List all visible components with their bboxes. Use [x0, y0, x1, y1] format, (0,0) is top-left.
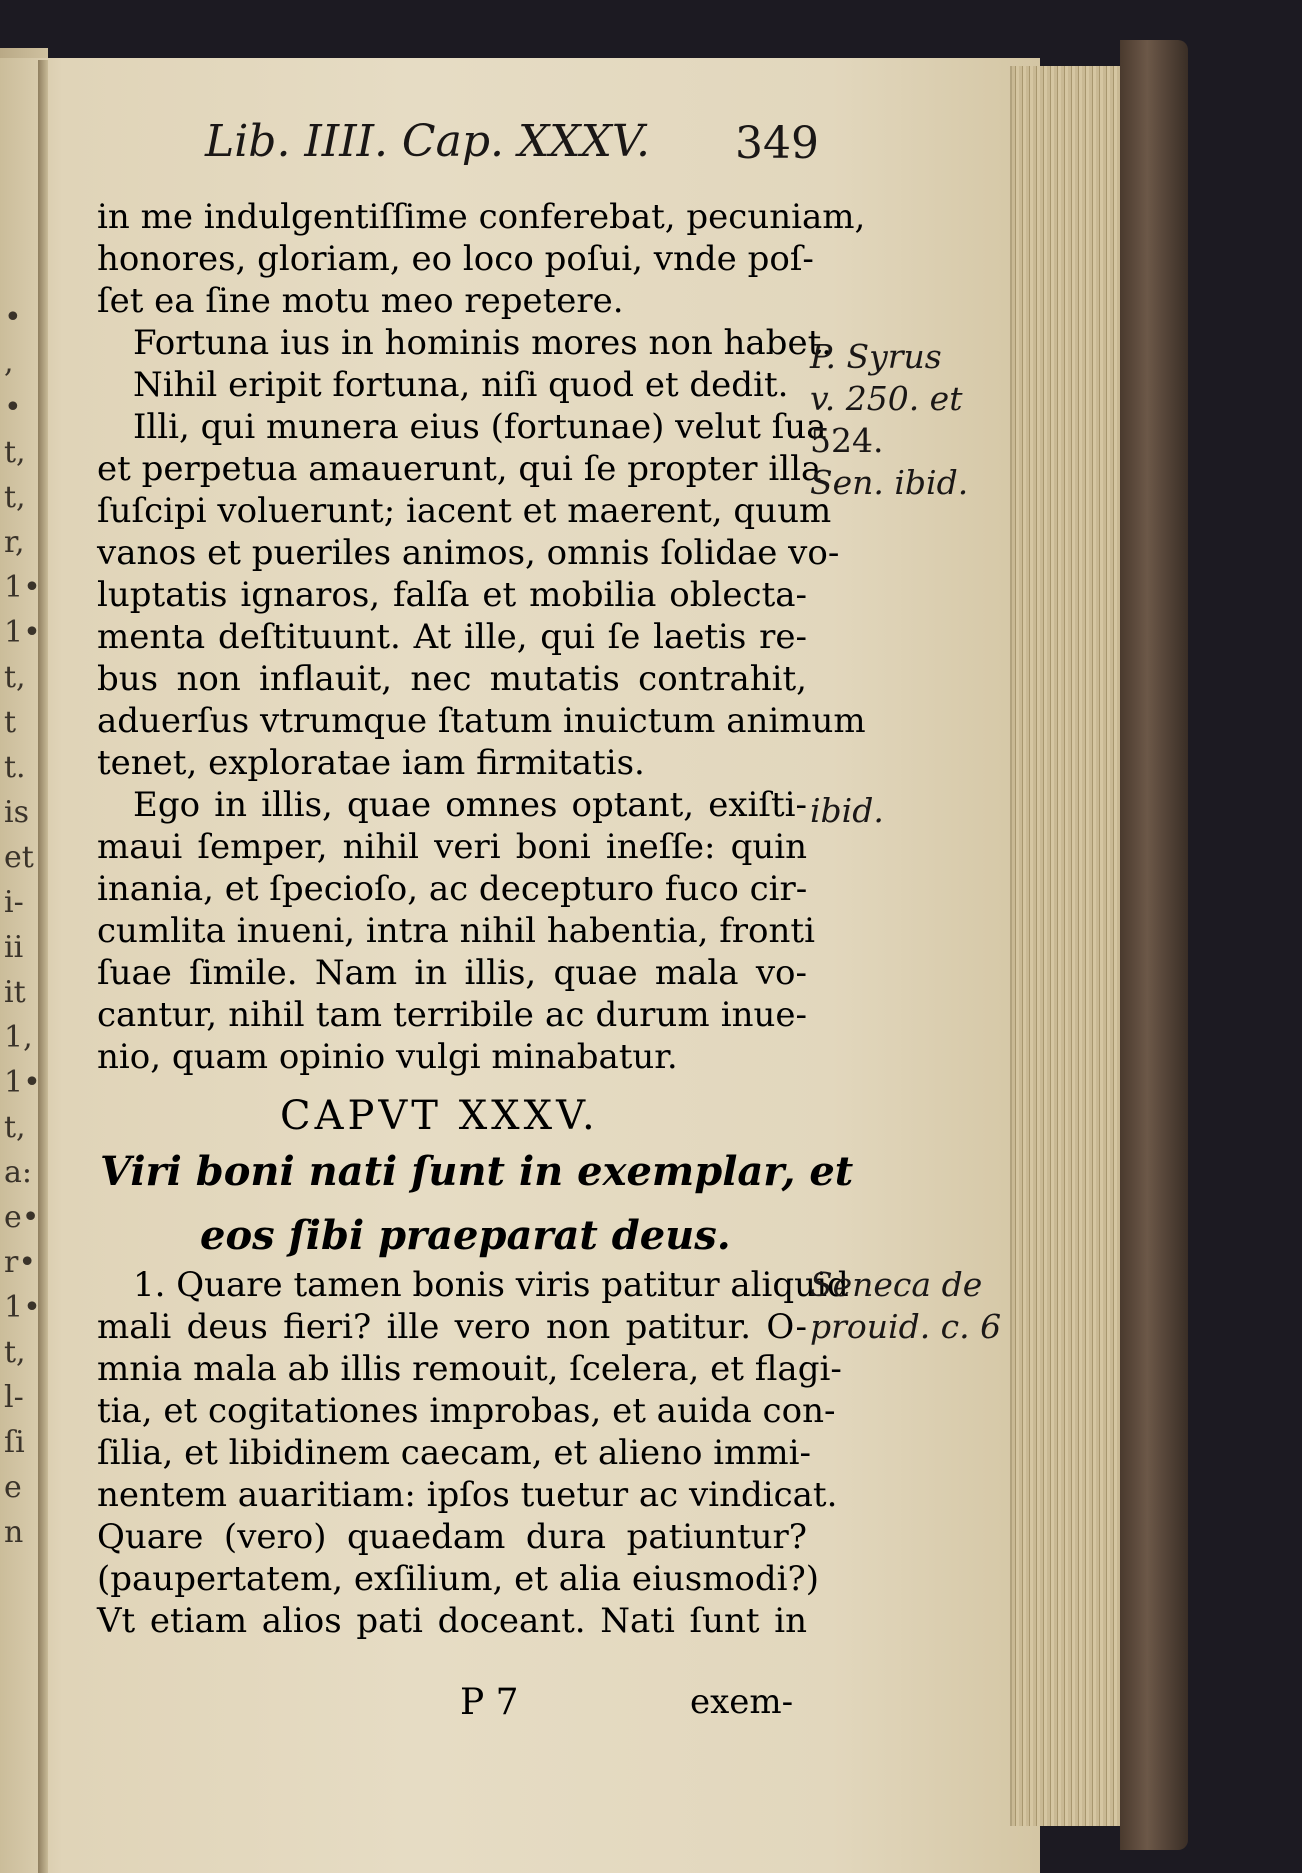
text-line: 1. Quare tamen bonis viris patitur aliquid	[133, 1265, 849, 1305]
page-number: 349	[735, 118, 819, 169]
text-line: luptatis ignaros, falſa et mobilia oblecta-	[97, 575, 807, 615]
marginal-note-seneca-de: Seneca de	[810, 1265, 983, 1304]
page-block-edge	[1010, 66, 1132, 1826]
prev-page-fragment: t,	[4, 1110, 26, 1145]
text-line: cantur, nihil tam terribile ac durum inue-	[97, 995, 807, 1035]
text-line: Fortuna ius in hominis mores non habet.	[133, 323, 833, 363]
catchword: exem-	[690, 1682, 794, 1722]
text-line: ſuae ſimile. Nam in illis, quae mala vo-	[97, 953, 807, 993]
text-line: tia, et cogitationes improbas, et auida con-	[97, 1391, 836, 1431]
text-line: Quare (vero) quaedam dura patiuntur?	[97, 1517, 807, 1557]
text-line: mnia mala ab illis remouit, ſcelera, et flagi-	[97, 1349, 842, 1389]
prev-page-fragment: a:	[4, 1155, 32, 1190]
text-line: honores, gloriam, eo loco poſui, vnde poſ-	[97, 239, 814, 279]
prev-page-fragment: t,	[4, 660, 26, 695]
text-line: inania, et ſpecioſo, ac decepturo fuco cir-	[97, 869, 808, 909]
text-line: ſilia, et libidinem caecam, et alieno immi-	[97, 1433, 811, 1473]
prev-page-fragment: r,	[4, 525, 25, 560]
prev-page-fragment: i-	[4, 885, 24, 920]
text-line: vanos et pueriles animos, omnis ſolidae vo-	[97, 533, 840, 573]
prev-page-fragment: e	[4, 1470, 22, 1505]
text-line: Illi, qui munera eius (fortunae) velut ſua	[133, 407, 827, 447]
text-line: nio, quam opinio vulgi minabatur.	[97, 1037, 678, 1077]
text-line: ſet ea ſine motu meo repetere.	[97, 281, 624, 321]
text-line: nentem auaritiam: ipſos tuetur ac vindicat.	[97, 1475, 838, 1515]
prev-page-fragment: 1•	[4, 1065, 41, 1100]
signature-mark: P 7	[460, 1682, 519, 1723]
prev-page-fragment: t,	[4, 435, 26, 470]
prev-page-fragment: 1•	[4, 615, 41, 650]
marginal-note-ibid: ibid.	[810, 791, 884, 830]
chapter-title-line-2: eos ſibi praeparat deus.	[200, 1212, 731, 1259]
marginal-note-verse-2: 524.	[810, 421, 884, 460]
text-line: cumlita inueni, intra nihil habentia, fronti	[97, 911, 815, 951]
prev-page-fragment: t,	[4, 1335, 26, 1370]
prev-page-fragment: t	[4, 705, 17, 740]
book-cover-edge	[1120, 40, 1188, 1850]
prev-page-fragment: it	[4, 975, 26, 1010]
prev-page-fragment: t,	[4, 480, 26, 515]
prev-page-fragment: r•	[4, 1245, 37, 1280]
marginal-note-verse: v. 250. et	[810, 379, 963, 418]
text-line: maui ſemper, nihil veri boni ineſſe: quin	[97, 827, 807, 867]
marginal-note-prouid: prouid. c. 6	[810, 1307, 1002, 1346]
text-line: in me indulgentiſſime conferebat, pecuniam,	[97, 197, 866, 237]
prev-page-fragment: ſi	[4, 1425, 25, 1460]
prev-page-fragment: •	[4, 390, 22, 425]
text-line: aduerſus vtrumque ſtatum inuictum animum	[97, 701, 866, 741]
text-line: (paupertatem, exſilium, et alia eiusmodi?)	[97, 1559, 820, 1599]
text-line: Nihil eripit fortuna, niſi quod et dedit.	[133, 365, 789, 405]
prev-page-fragment: 1,	[4, 1020, 33, 1055]
text-line: Vt etiam alios pati doceant. Nati ſunt in	[97, 1601, 807, 1641]
prev-page-fragment: •	[4, 300, 22, 335]
prev-page-fragment: et	[4, 840, 34, 875]
prev-page-fragment: is	[4, 795, 29, 830]
prev-page-fragment: 1•	[4, 570, 41, 605]
prev-page-fragment: l-	[4, 1380, 24, 1415]
text-line: bus non inflauit, nec mutatis contrahit,	[97, 659, 807, 699]
text-line: ſuſcipi voluerunt; iacent et maerent, quum	[97, 491, 832, 531]
chapter-heading: CAPVT XXXV.	[280, 1093, 599, 1139]
marginal-note-seneca-ibid: Sen. ibid.	[810, 463, 969, 502]
prev-page-fragment: n	[4, 1515, 24, 1550]
text-line: Ego in illis, quae omnes optant, exiſti-	[133, 785, 807, 825]
prev-page-fragment: ii	[4, 930, 24, 965]
prev-page-fragment: t.	[4, 750, 26, 785]
running-head: Lib. IIII. Cap. XXXV.	[205, 116, 651, 167]
text-line: et perpetua amauerunt, qui ſe propter illa	[97, 449, 822, 489]
marginal-note-source: P. Syrus	[810, 337, 942, 376]
gutter	[38, 60, 48, 1873]
text-line: mali deus fieri? ille vero non patitur. O-	[97, 1307, 807, 1347]
prev-page-fragment: ,	[4, 345, 14, 380]
chapter-title-line-1: Viri boni nati ſunt in exemplar, et	[100, 1148, 854, 1195]
prev-page-fragment: 1•	[4, 1290, 41, 1325]
text-line: menta deſtituunt. At ille, qui ſe laetis re-	[97, 617, 807, 657]
prev-page-fragment: e•	[4, 1200, 40, 1235]
text-line: tenet, exploratae iam firmitatis.	[97, 743, 645, 783]
